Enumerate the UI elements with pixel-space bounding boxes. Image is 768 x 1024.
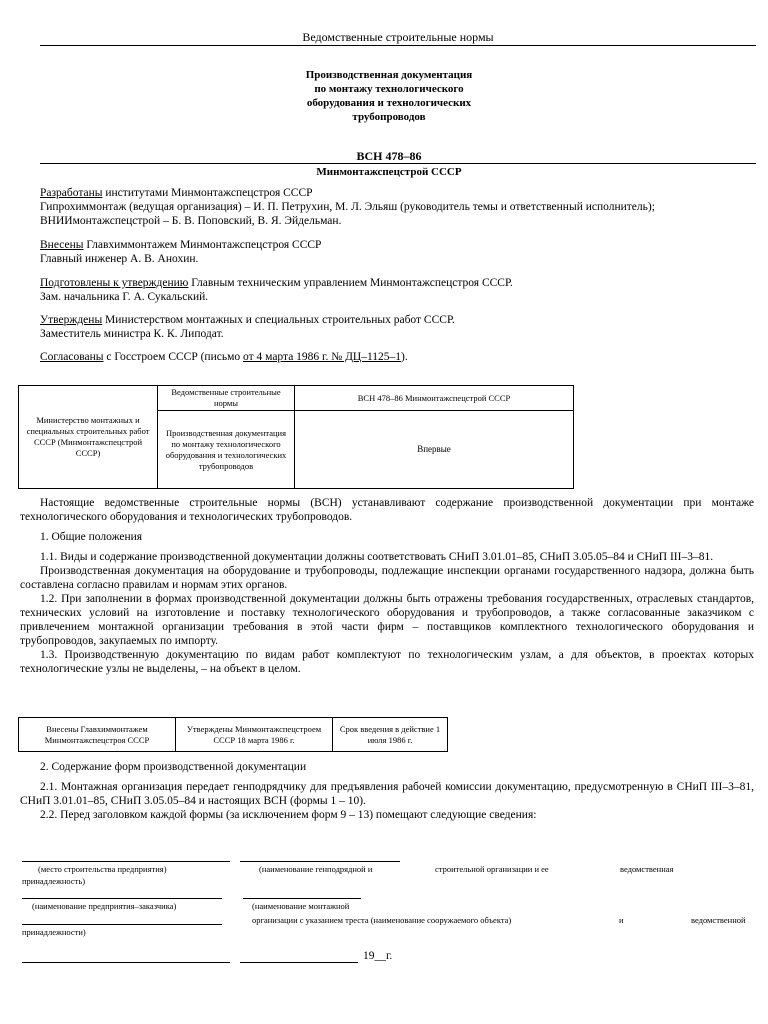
- developed-line3: ВНИИмонтажспецстрой – Б. В. Поповский, В. Я. Эйдельман.: [40, 215, 342, 227]
- title-line-2: по монтажу технологического: [314, 83, 464, 95]
- caption-departmental-2: ведомственной: [691, 915, 746, 925]
- caption-mounting: (наименование монтажной: [252, 901, 350, 911]
- developed-text: институтами Минмонтажспецстроя СССР: [102, 187, 313, 199]
- credits-developed: [40, 186, 756, 228]
- prepared-text: Главным техническим управлением Минмонтажспецстроя СССР.: [188, 277, 513, 289]
- stamp-effective: Срок введения в действие 1 июля 1986 г.: [333, 718, 448, 752]
- credits-approved: [40, 313, 756, 341]
- section-2-heading: 2. Содержание форм производственной документации: [40, 761, 307, 773]
- introduced-text: Главхиммонтажем Минмонтажспецстроя СССР: [83, 239, 322, 251]
- date-line: [240, 962, 358, 963]
- stamp-replaces: Впервые: [295, 411, 574, 489]
- prepared-line2: Зам. начальника Г. А. Сукальский.: [40, 291, 209, 303]
- approved-line2: Заместитель министра К. К. Липодат.: [40, 328, 224, 340]
- stamp-subject: Производственная документация по монтажу технологического оборудования и технологических трубопроводов: [158, 411, 295, 489]
- paragraph-1-3: 1.3. Производственную документацию по видам работ комплектуют по технологическим узлам, а для объектов, в проектах которых технологические узлы не выделены, – на объект в целом.: [20, 649, 754, 675]
- paragraph-2-2: 2.2. Перед заголовком каждой формы (за исключением форм 9 – 13) помещают следующие сведения:: [40, 809, 537, 821]
- signature-line: [22, 962, 230, 963]
- introduced-line2: Главный инженер А. В. Анохин.: [40, 253, 199, 265]
- stamp-norms: Ведомственные строительные нормы: [158, 386, 295, 411]
- header-rule: [40, 45, 756, 46]
- stamp-introduced: Внесены Главхиммонтажем Минмонтажспецстроя СССР: [19, 718, 176, 752]
- caption-site: (место строительства предприятия): [38, 864, 167, 874]
- caption-affiliation-2: принадлежности): [22, 927, 86, 937]
- paragraph-1-1b: Производственная документация на оборудование и трубопроводы, подлежащие инспекции органами государственного надзора, должна быть составлена согласно правилам и нормам этих органов.: [20, 565, 754, 591]
- mounting-line: [243, 898, 361, 899]
- date-suffix: 19__г.: [363, 950, 393, 962]
- caption-genpod: (наименование генподрядной и: [259, 864, 373, 874]
- approved-label: Утверждены: [40, 314, 103, 326]
- customer-line: [22, 898, 222, 899]
- introduced-label: Внесены: [40, 239, 84, 251]
- caption-affiliation: принадлежность): [22, 876, 86, 886]
- developed-line2: Гипрохиммонтаж (ведущая организация) – И. П. Петрухин, М. Л. Эльяш (руководитель темы и ответственный исполнитель);: [40, 201, 655, 213]
- caption-customer: (наименование предприятия–заказчика): [32, 901, 177, 911]
- agreed-label: Согласованы: [40, 351, 104, 363]
- document-title: [0, 68, 768, 124]
- intro-paragraph: Настоящие ведомственные строительные нормы (ВСН) устанавливают содержание производственной документации при монтаже технологического оборудования и технологических трубопроводов.: [20, 497, 754, 523]
- body-section-2: [20, 760, 754, 822]
- body-section-1: [20, 496, 754, 676]
- caption-construction-org: строительной организации и ее: [435, 864, 549, 874]
- caption-org-trust: организации с указанием треста (наименование сооружаемого объекта): [252, 915, 512, 925]
- title-line-3: оборудования и технологических: [306, 97, 472, 109]
- prepared-label: Подготовлены к утверждению: [40, 277, 189, 289]
- stamp-code: ВСН 478–86 Минмонтажспецстрой СССР: [295, 386, 574, 411]
- title-line-4: трубопроводов: [352, 111, 426, 123]
- title-line-1: Производственная документация: [305, 69, 473, 81]
- agreed-reference: от 4 марта 1986 г. № ДЦ–1125–1: [243, 351, 402, 363]
- caption-and: и: [619, 915, 624, 925]
- agreed-end: ).: [401, 351, 408, 363]
- document-org: Минмонтажспецстрой СССР: [316, 166, 462, 178]
- effective-stamp-table: [18, 717, 448, 752]
- section-1-heading: 1. Общие положения: [40, 531, 143, 543]
- stamp-approved: Утверждены Минмонтажспецстроем СССР 18 марта 1986 г.: [176, 718, 333, 752]
- running-header: Ведомственные строительные нормы: [302, 30, 494, 44]
- paragraph-1-2: 1.2. При заполнении в формах производственной документации должны быть отражены требования государственных, отраслевых стандартов, технических условий на изготовление и поставку технологического оборудования и трубопроводов, а также согласованные заказчиком с привлечением монтажной организации требования в этой части фирм – поставщиков комплектного технологического оборудования и трубопроводов, закупаемых по импорту.: [20, 593, 754, 647]
- developed-label: Разработаны: [40, 187, 103, 199]
- paragraph-2-1: 2.1. Монтажная организация передает генподрядчику для предъявления рабочей комиссии документацию, предусмотренную в СНиП III–3–81, СНиП 3.01.01–85, СНиП 3.05.05–84 и настоящих ВСН (формы 1 – 10).: [20, 781, 754, 807]
- title-stamp-table: [18, 385, 574, 489]
- code-rule: [40, 163, 756, 164]
- credits-introduced: [40, 238, 756, 266]
- credits-prepared: [40, 276, 756, 304]
- document-code: ВСН 478–86: [356, 149, 422, 163]
- agreed-text: с Госстроем СССР (письмо: [103, 351, 243, 363]
- credits-agreed: [40, 350, 756, 364]
- genpod-line: [240, 861, 400, 862]
- stamp-ministry: Министерство монтажных и специальных строительных работ СССР (Минмонтажспецстрой СССР): [19, 386, 158, 489]
- customer-line-2: [22, 924, 222, 925]
- caption-departmental: ведомственная: [620, 864, 674, 874]
- paragraph-1-1: 1.1. Виды и содержание производственной документации должны соответствовать СНиП 3.01.01–85, СНиП 3.05.05–84 и СНиП III–3–81.: [40, 551, 714, 563]
- approved-text: Министерством монтажных и специальных строительных работ СССР.: [102, 314, 455, 326]
- site-line: [22, 861, 230, 862]
